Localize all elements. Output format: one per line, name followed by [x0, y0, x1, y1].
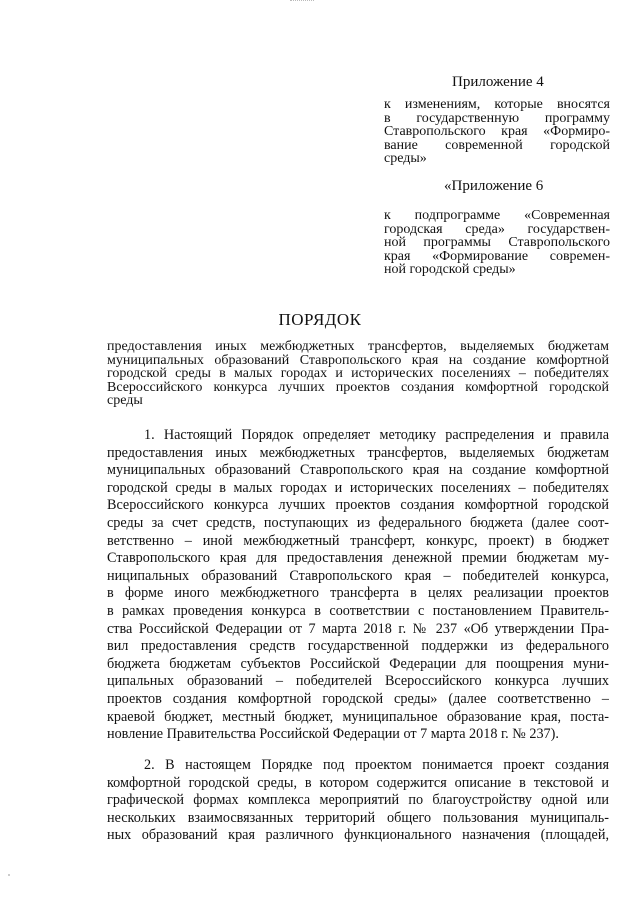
appendix-4-line: к изменениям, которые вносятся [384, 97, 610, 112]
paragraph-2-line: ных образований края различного функционального назначения (площадей, [107, 827, 609, 844]
subtitle-line: предоставления иных межбюджетных трансфертов, выделяемых бюджетам [107, 339, 609, 354]
appendix-6-line: городская среда» государствен- [384, 221, 610, 237]
paragraph-1-line: ветственно – иной межбюджетный трансферт, конкурс, проект) в бюджет [107, 532, 609, 549]
paragraph-1-line: в форме иного межбюджетного трансферта в целях реализации проектов [107, 585, 609, 602]
paragraph-1-line: среды за счет средств, поступающих из федерального бюджета (далее соот- [107, 514, 609, 531]
paragraph-1-line: краевой бюджет, местный бюджет, муниципальное образование края, поста- [107, 708, 609, 725]
paragraph-1-line: ниципальных образований Ставропольского края – победителей конкурса, [107, 567, 609, 584]
subtitle-line: среды [107, 393, 143, 408]
paragraph-1-line: новление Правительства Российской Федерации от 7 марта 2018 г. № 237). [107, 726, 559, 743]
paragraph-1 [107, 427, 609, 744]
appendix-4-title: Приложение 4 [452, 74, 544, 90]
appendix-6-line: края «Формирование современ- [384, 248, 610, 264]
subtitle-line: городской среды в малых городах и исторических поселениях – победителях [107, 366, 609, 381]
scan-speck [8, 874, 10, 876]
subtitle-line: Всероссийского конкурса лучших проектов создания комфортной городской [107, 379, 609, 395]
paragraph-1-line: Всероссийского конкурса лучших проектов создания комфортной городской [107, 497, 609, 514]
appendix-4-line: Ставропольского края «Формиро- [384, 124, 610, 139]
paragraph-1-line: 1. Настоящий Порядок определяет методику распределения и правила [144, 427, 609, 443]
scan-mark [290, 0, 314, 3]
document-subtitle [107, 340, 609, 408]
appendix-4-line: вание современной городской [384, 137, 610, 153]
paragraph-1-line: бюджета бюджетам субъектов Российской Федерации для поощрения муни- [107, 655, 609, 672]
appendix-6-text [384, 209, 610, 277]
appendix-6-line: ной программы Ставропольского [384, 235, 610, 250]
appendix-6-title: «Приложение 6 [444, 178, 544, 194]
appendix-4-text [384, 98, 610, 166]
paragraph-2-line: графической формах комплекса мероприятий по благоустройству одной или [107, 792, 609, 809]
paragraph-1-line: городской среды в малых городах и исторических поселениях – победителях [107, 479, 609, 496]
paragraph-1-line: ципальных образований – победителей Всероссийского конкурса лучших [107, 673, 609, 690]
paragraph-1-line: предоставления иных межбюджетных трансфертов, выделяемых бюджетам [107, 444, 609, 461]
paragraph-1-line: вил предоставления средств государственной поддержки из федерального [107, 638, 609, 655]
appendix-6-line: ной городской среды» [384, 262, 516, 277]
paragraph-2 [107, 757, 609, 845]
paragraph-2-line: 2. В настоящем Порядке под проектом понимается проект создания [144, 757, 609, 773]
paragraph-2-line: комфортной городской среды, в котором содержится описание в текстовой и [107, 774, 609, 791]
appendix-6-line: к подпрограмме «Современная [384, 208, 610, 223]
appendix-4-line: среды» [384, 151, 427, 166]
document-heading: ПОРЯДОК [278, 310, 362, 329]
paragraph-1-line: ства Российской Федерации от 7 марта 2018 г. № 237 «Об утверждении Пра- [107, 620, 609, 637]
paragraph-1-line: проектов создания комфортной городской среды» (далее соответственно – [107, 690, 609, 707]
subtitle-line: муниципальных образований Ставропольского края на создание комфортной [107, 352, 609, 368]
paragraph-1-line: в рамках проведения конкурса в соответствии с постановлением Правитель- [107, 602, 609, 619]
paragraph-1-line: муниципальных образований Ставропольского края на создание комфортной [107, 462, 609, 479]
appendix-4-line: в государственную программу [384, 110, 610, 126]
paragraph-1-line: Ставропольского края для предоставления денежной премии бюджетам му- [107, 550, 609, 567]
paragraph-2-line: нескольких взаимосвязанных территорий общего пользования муниципаль- [107, 809, 609, 826]
